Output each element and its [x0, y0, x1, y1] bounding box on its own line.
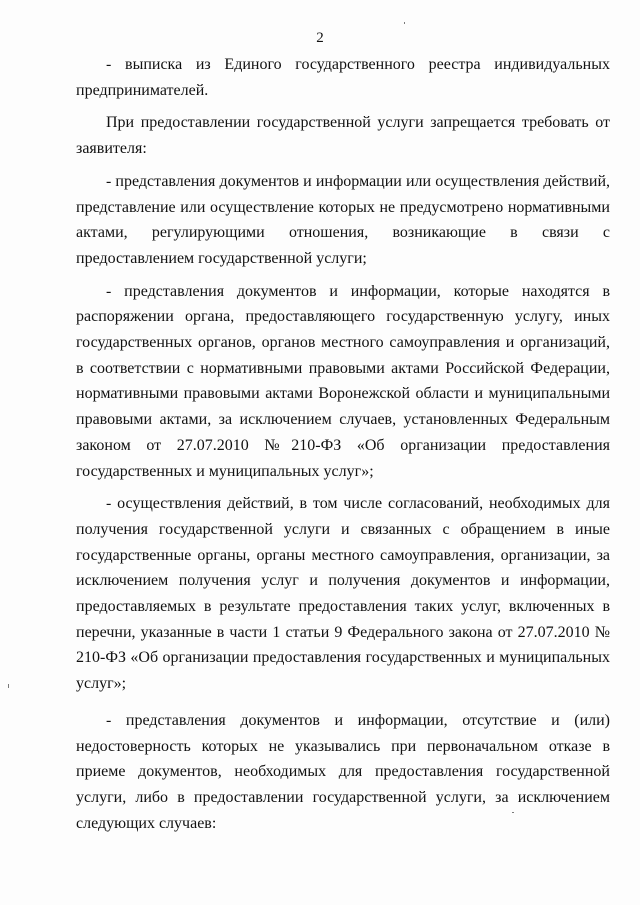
paragraph-item-approvals: - осуществления действий, в том числе согласований, необходимых для получения государственной услуги и связанных с обращением в иные государственные органы, органы местного самоуправления, организации, за исключением получения услуг и получения документов и информации, предоставляемых в результате предоставления таких услуг, включенных в перечни, указанные в части 1 статьи 9 Федерального закона от 27.07.2010 № 210-ФЗ «Об организации предоставления государственных и муниципальных услуг»;	[76, 495, 610, 693]
paragraph-item-documents-held: - представления документов и информации, которые находятся в распоряжении органа, предоставляющего государственную услугу, иных государственных органов, органов местного самоуправления и организаций, в соответствии с нормативными правовыми актами Российской Федерации, нормативными правовыми актами Воронежской области и муниципальными правовыми актами, за исключением случаев, установленных Федеральным законом от 27.07.2010 №210-ФЗ «Об организации предоставления государственных и муниципальных услуг»;	[76, 282, 610, 480]
scan-speck	[404, 22, 405, 24]
paragraph-item-refusal-cases: - представления документов и информации, отсутствие и (или) недостоверность которых не указывались при первоначальном отказе в приеме документов, необходимых для предоставления государственной услуги, либо в предоставлении государственной услуги, за исключением следующих случаев:	[76, 711, 610, 832]
document-body	[76, 52, 610, 836]
scan-speck	[512, 812, 514, 813]
paragraph-prohibition-intro: При предоставлении государственной услуги запрещается требовать от заявителя:	[76, 114, 610, 158]
paragraph-item-actions: - представления документов и информации или осуществления действий, представление или осуществление которых не предусмотрено нормативными актами, регулирующими отношения, возникающие в связи с предоставлением государственной услуги;	[76, 172, 610, 267]
paragraph-extract-registry: - выписка из Единого государственного реестра индивидуальных предпринимателей.	[76, 56, 610, 99]
scan-speck	[8, 684, 9, 688]
page-number: 2	[316, 30, 324, 46]
